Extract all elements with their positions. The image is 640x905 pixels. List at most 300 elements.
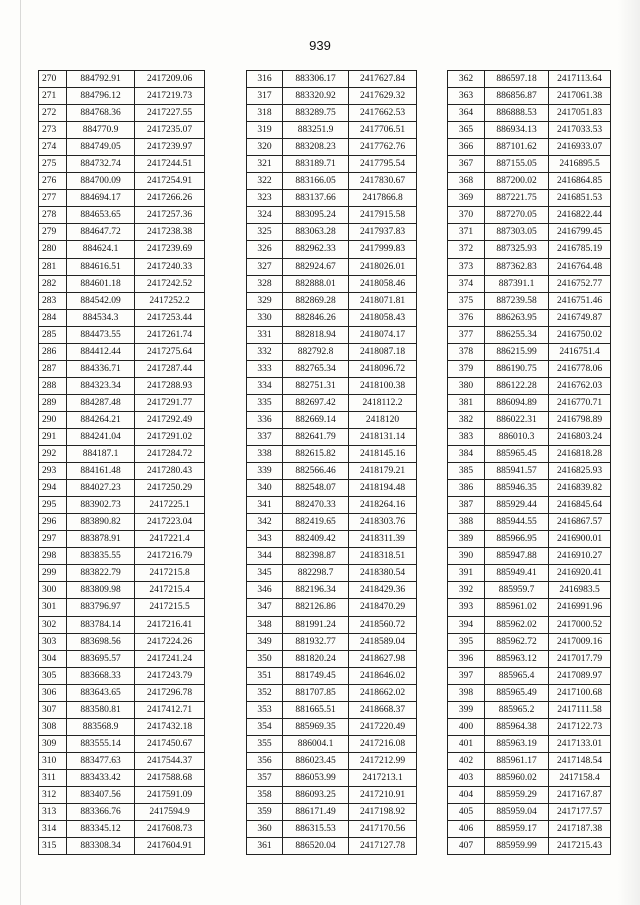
point-number-cell: 332 [247,343,283,360]
point-number-cell: 403 [448,769,485,786]
point-number-cell: 396 [448,650,485,667]
point-number-cell: 405 [448,804,485,821]
point-number-cell: 311 [39,769,67,786]
x-coordinate-cell: 886010.3 [485,428,549,445]
y-coordinate-cell: 2417000.52 [549,616,611,633]
table-row [39,105,205,122]
y-coordinate-cell: 2417089.97 [549,667,611,684]
x-coordinate-cell: 883809.98 [67,582,135,599]
x-coordinate-cell: 882298.7 [283,565,349,582]
table-row [39,207,205,224]
y-coordinate-cell: 2417017.79 [549,650,611,667]
point-number-cell: 328 [247,275,283,292]
y-coordinate-cell: 2417238.38 [135,224,205,241]
x-coordinate-cell: 885959.04 [485,804,549,821]
x-coordinate-cell: 882470.33 [283,497,349,514]
x-coordinate-cell: 885964.38 [485,718,549,735]
x-coordinate-cell: 883433.42 [67,769,135,786]
table-row [247,838,417,855]
table-row [448,769,611,786]
x-coordinate-cell: 885965.4 [485,667,549,684]
y-coordinate-cell: 2418179.21 [349,463,417,480]
table-row [448,207,611,224]
x-coordinate-cell: 884792.91 [67,71,135,88]
x-coordinate-cell: 882888.01 [283,275,349,292]
point-number-cell: 290 [39,411,67,428]
table-row [247,88,417,105]
x-coordinate-cell: 885965.49 [485,684,549,701]
x-coordinate-cell: 882792.8 [283,343,349,360]
table-row [39,582,205,599]
y-coordinate-cell: 2416751.4 [549,343,611,360]
point-number-cell: 280 [39,241,67,258]
point-number-cell: 362 [448,71,485,88]
x-coordinate-cell: 887101.62 [485,139,549,156]
point-number-cell: 382 [448,411,485,428]
point-number-cell: 347 [247,599,283,616]
point-number-cell: 277 [39,190,67,207]
table-row [247,701,417,718]
table-row [39,821,205,838]
x-coordinate-cell: 886315.53 [283,821,349,838]
table-row [39,599,205,616]
point-number-cell: 378 [448,343,485,360]
table-row [247,616,417,633]
y-coordinate-cell: 2416778.06 [549,360,611,377]
x-coordinate-cell: 883407.56 [67,786,135,803]
point-number-cell: 342 [247,514,283,531]
x-coordinate-cell: 886215.99 [485,343,549,360]
table-row [39,190,205,207]
table-row [448,241,611,258]
x-coordinate-cell: 881707.85 [283,684,349,701]
y-coordinate-cell: 2418470.29 [349,599,417,616]
y-coordinate-cell: 2418429.36 [349,582,417,599]
table-row [448,309,611,326]
y-coordinate-cell: 2416895.5 [549,156,611,173]
y-coordinate-cell: 2416983.5 [549,582,611,599]
y-coordinate-cell: 2417591.09 [135,786,205,803]
y-coordinate-cell: 2417252.2 [135,292,205,309]
table-row [448,480,611,497]
y-coordinate-cell: 2417051.83 [549,105,611,122]
y-coordinate-cell: 2416867.57 [549,514,611,531]
y-coordinate-cell: 2418627.98 [349,650,417,667]
y-coordinate-cell: 2418264.16 [349,497,417,514]
x-coordinate-cell: 885963.19 [485,735,549,752]
point-number-cell: 326 [247,241,283,258]
x-coordinate-cell: 886888.53 [485,105,549,122]
x-coordinate-cell: 884027.23 [67,480,135,497]
table-row [247,224,417,241]
table-row [39,718,205,735]
point-number-cell: 383 [448,428,485,445]
y-coordinate-cell: 2416803.24 [549,428,611,445]
table-row [448,804,611,821]
y-coordinate-cell: 2417009.16 [549,633,611,650]
x-coordinate-cell: 884694.17 [67,190,135,207]
point-number-cell: 397 [448,667,485,684]
point-number-cell: 292 [39,446,67,463]
y-coordinate-cell: 2417999.83 [349,241,417,258]
table-row [448,701,611,718]
point-number-cell: 294 [39,480,67,497]
point-number-cell: 401 [448,735,485,752]
scan-shadow [618,0,640,905]
table-row [39,292,205,309]
x-coordinate-cell: 883306.17 [283,71,349,88]
table-row [247,446,417,463]
x-coordinate-cell: 884412.44 [67,343,135,360]
y-coordinate-cell: 2417604.91 [135,838,205,855]
table-row [247,428,417,445]
table-row [448,650,611,667]
x-coordinate-cell: 886263.95 [485,309,549,326]
x-coordinate-cell: 885941.57 [485,463,549,480]
point-number-cell: 336 [247,411,283,428]
y-coordinate-cell: 2416839.82 [549,480,611,497]
x-coordinate-cell: 883189.71 [283,156,349,173]
x-coordinate-cell: 884601.18 [67,275,135,292]
point-number-cell: 375 [448,292,485,309]
table-row [448,821,611,838]
point-number-cell: 331 [247,326,283,343]
y-coordinate-cell: 2417220.49 [349,718,417,735]
table-row [247,275,417,292]
y-coordinate-cell: 2417215.5 [135,599,205,616]
point-number-cell: 338 [247,446,283,463]
x-coordinate-cell: 882409.42 [283,531,349,548]
point-number-cell: 352 [247,684,283,701]
point-number-cell: 351 [247,667,283,684]
point-number-cell: 364 [448,105,485,122]
table-row [448,190,611,207]
y-coordinate-cell: 2416845.64 [549,497,611,514]
point-number-cell: 406 [448,821,485,838]
table-row [247,769,417,786]
y-coordinate-cell: 2416798.89 [549,411,611,428]
y-coordinate-cell: 2417177.57 [549,804,611,821]
table-row [448,88,611,105]
x-coordinate-cell: 882846.26 [283,309,349,326]
table-row [448,394,611,411]
y-coordinate-cell: 2417148.54 [549,752,611,769]
y-coordinate-cell: 2416751.46 [549,292,611,309]
table-row [247,821,417,838]
y-coordinate-cell: 2418560.72 [349,616,417,633]
table-row [448,786,611,803]
point-number-cell: 393 [448,599,485,616]
table-row [247,735,417,752]
scan-edge-line [20,0,21,905]
point-number-cell: 306 [39,684,67,701]
y-coordinate-cell: 2416991.96 [549,599,611,616]
x-coordinate-cell: 881749.45 [283,667,349,684]
table-row [39,428,205,445]
y-coordinate-cell: 2417158.4 [549,769,611,786]
y-coordinate-cell: 2417215.43 [549,838,611,855]
y-coordinate-cell: 2417111.58 [549,701,611,718]
x-coordinate-cell: 887200.02 [485,173,549,190]
y-coordinate-cell: 2417033.53 [549,122,611,139]
table-row [39,156,205,173]
y-coordinate-cell: 2417212.99 [349,752,417,769]
table-row [247,173,417,190]
x-coordinate-cell: 887303.05 [485,224,549,241]
point-number-cell: 286 [39,343,67,360]
x-coordinate-cell: 881665.51 [283,701,349,718]
table-row [448,616,611,633]
x-coordinate-cell: 885959.7 [485,582,549,599]
table-row [247,514,417,531]
table-row [448,838,611,855]
x-coordinate-cell: 886023.45 [283,752,349,769]
y-coordinate-cell: 2416822.44 [549,207,611,224]
y-coordinate-cell: 2417915.58 [349,207,417,224]
y-coordinate-cell: 2417210.91 [349,786,417,803]
x-coordinate-cell: 882818.94 [283,326,349,343]
table-row [247,599,417,616]
y-coordinate-cell: 2417241.24 [135,650,205,667]
x-coordinate-cell: 884323.34 [67,377,135,394]
table-row [448,377,611,394]
y-coordinate-cell: 2417216.79 [135,548,205,565]
table-row [247,497,417,514]
y-coordinate-cell: 2417244.51 [135,156,205,173]
coordinate-table-1 [38,70,205,855]
point-number-cell: 358 [247,786,283,803]
y-coordinate-cell: 2417287.44 [135,360,205,377]
point-number-cell: 365 [448,122,485,139]
point-number-cell: 398 [448,684,485,701]
point-number-cell: 305 [39,667,67,684]
x-coordinate-cell: 885959.17 [485,821,549,838]
table-row [448,633,611,650]
point-number-cell: 379 [448,360,485,377]
table-row [39,88,205,105]
x-coordinate-cell: 883890.82 [67,514,135,531]
point-number-cell: 291 [39,428,67,445]
table-row [39,309,205,326]
x-coordinate-cell: 885966.95 [485,531,549,548]
point-number-cell: 361 [247,838,283,855]
table-row [39,667,205,684]
table-row [448,531,611,548]
y-coordinate-cell: 2416764.48 [549,258,611,275]
coordinate-table-3 [447,70,611,855]
point-number-cell: 296 [39,514,67,531]
y-coordinate-cell: 2417795.54 [349,156,417,173]
point-number-cell: 367 [448,156,485,173]
y-coordinate-cell: 2418145.16 [349,446,417,463]
x-coordinate-cell: 883822.79 [67,565,135,582]
point-number-cell: 345 [247,565,283,582]
table-row [247,684,417,701]
point-number-cell: 298 [39,548,67,565]
table-row [247,667,417,684]
y-coordinate-cell: 2417242.52 [135,275,205,292]
y-coordinate-cell: 2417662.53 [349,105,417,122]
table-row [247,463,417,480]
point-number-cell: 376 [448,309,485,326]
x-coordinate-cell: 886934.13 [485,122,549,139]
point-number-cell: 283 [39,292,67,309]
x-coordinate-cell: 884770.9 [67,122,135,139]
point-number-cell: 275 [39,156,67,173]
y-coordinate-cell: 2417209.06 [135,71,205,88]
y-coordinate-cell: 2417061.38 [549,88,611,105]
point-number-cell: 366 [448,139,485,156]
table-row [448,548,611,565]
x-coordinate-cell: 887325.93 [485,241,549,258]
point-number-cell: 359 [247,804,283,821]
x-coordinate-cell: 882962.33 [283,241,349,258]
y-coordinate-cell: 2417216.41 [135,616,205,633]
y-coordinate-cell: 2418380.54 [349,565,417,582]
x-coordinate-cell: 886122.28 [485,377,549,394]
point-number-cell: 387 [448,497,485,514]
y-coordinate-cell: 2416851.53 [549,190,611,207]
y-coordinate-cell: 2417257.36 [135,207,205,224]
point-number-cell: 321 [247,156,283,173]
y-coordinate-cell: 2417280.43 [135,463,205,480]
x-coordinate-cell: 887221.75 [485,190,549,207]
x-coordinate-cell: 887239.58 [485,292,549,309]
table-row [39,701,205,718]
y-coordinate-cell: 2416900.01 [549,531,611,548]
x-coordinate-cell: 884749.05 [67,139,135,156]
table-row [39,258,205,275]
x-coordinate-cell: 884647.72 [67,224,135,241]
coordinate-table-2 [246,70,417,855]
x-coordinate-cell: 885965.2 [485,701,549,718]
table-row [39,411,205,428]
y-coordinate-cell: 2417225.1 [135,497,205,514]
point-number-cell: 339 [247,463,283,480]
table-row [448,497,611,514]
table-row [247,241,417,258]
point-number-cell: 320 [247,139,283,156]
point-number-cell: 344 [247,548,283,565]
y-coordinate-cell: 2417250.29 [135,480,205,497]
point-number-cell: 346 [247,582,283,599]
point-number-cell: 309 [39,735,67,752]
point-number-cell: 272 [39,105,67,122]
table-row [39,394,205,411]
y-coordinate-cell: 2417215.4 [135,582,205,599]
point-number-cell: 357 [247,769,283,786]
table-row [448,684,611,701]
y-coordinate-cell: 2417243.79 [135,667,205,684]
point-number-cell: 385 [448,463,485,480]
table-row [39,786,205,803]
table-row [448,292,611,309]
x-coordinate-cell: 884473.55 [67,326,135,343]
table-row [39,326,205,343]
x-coordinate-cell: 884161.48 [67,463,135,480]
table-row [39,616,205,633]
point-number-cell: 281 [39,258,67,275]
y-coordinate-cell: 2416799.45 [549,224,611,241]
table-row [247,139,417,156]
y-coordinate-cell: 2418646.02 [349,667,417,684]
x-coordinate-cell: 885961.02 [485,599,549,616]
table-row [39,838,205,855]
y-coordinate-cell: 2417629.32 [349,88,417,105]
point-number-cell: 369 [448,190,485,207]
x-coordinate-cell: 883320.92 [283,88,349,105]
table-row [448,463,611,480]
x-coordinate-cell: 883643.65 [67,684,135,701]
table-row [448,275,611,292]
point-number-cell: 343 [247,531,283,548]
table-row [247,804,417,821]
table-row [448,326,611,343]
table-row [448,667,611,684]
y-coordinate-cell: 2417292.49 [135,411,205,428]
y-coordinate-cell: 2416750.02 [549,326,611,343]
x-coordinate-cell: 884542.09 [67,292,135,309]
x-coordinate-cell: 883366.76 [67,804,135,821]
y-coordinate-cell: 2417100.68 [549,684,611,701]
y-coordinate-cell: 2417240.33 [135,258,205,275]
point-number-cell: 349 [247,633,283,650]
point-number-cell: 395 [448,633,485,650]
x-coordinate-cell: 883695.57 [67,650,135,667]
table-row [247,360,417,377]
x-coordinate-cell: 886255.34 [485,326,549,343]
y-coordinate-cell: 2418096.72 [349,360,417,377]
table-row [39,735,205,752]
y-coordinate-cell: 2417187.38 [549,821,611,838]
y-coordinate-cell: 2417227.55 [135,105,205,122]
y-coordinate-cell: 2417213.1 [349,769,417,786]
y-coordinate-cell: 2417762.76 [349,139,417,156]
y-coordinate-cell: 2416818.28 [549,446,611,463]
table-row [39,804,205,821]
table-row [448,582,611,599]
x-coordinate-cell: 885969.35 [283,718,349,735]
x-coordinate-cell: 882566.46 [283,463,349,480]
y-coordinate-cell: 2418303.76 [349,514,417,531]
point-number-cell: 400 [448,718,485,735]
y-coordinate-cell: 2417235.07 [135,122,205,139]
point-number-cell: 374 [448,275,485,292]
table-row [247,190,417,207]
page-number: 939 [309,38,331,53]
y-coordinate-cell: 2418112.2 [349,394,417,411]
point-number-cell: 307 [39,701,67,718]
point-number-cell: 295 [39,497,67,514]
table-row [247,718,417,735]
point-number-cell: 325 [247,224,283,241]
x-coordinate-cell: 884534.3 [67,309,135,326]
point-number-cell: 384 [448,446,485,463]
x-coordinate-cell: 883555.14 [67,735,135,752]
table-row [39,139,205,156]
x-coordinate-cell: 882548.07 [283,480,349,497]
point-number-cell: 348 [247,616,283,633]
table-row [39,480,205,497]
point-number-cell: 327 [247,258,283,275]
point-number-cell: 274 [39,139,67,156]
x-coordinate-cell: 886190.75 [485,360,549,377]
x-coordinate-cell: 882398.87 [283,548,349,565]
y-coordinate-cell: 2416770.71 [549,394,611,411]
y-coordinate-cell: 2417937.83 [349,224,417,241]
x-coordinate-cell: 883902.73 [67,497,135,514]
x-coordinate-cell: 884187.1 [67,446,135,463]
